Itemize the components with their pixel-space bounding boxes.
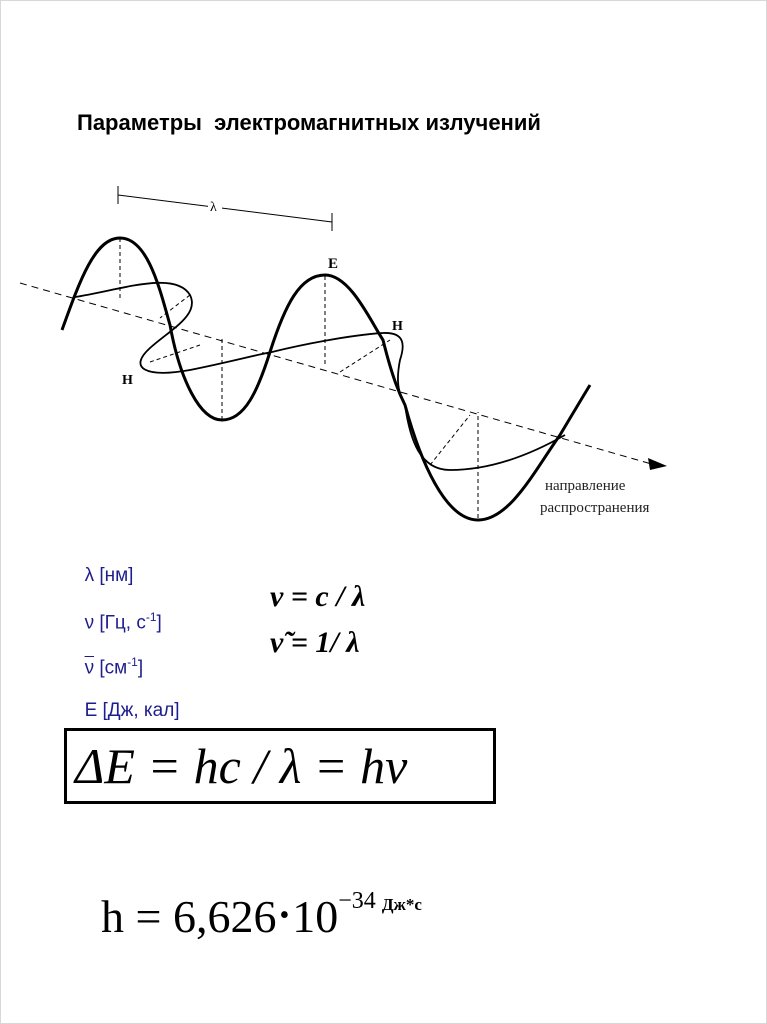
param-sup: -1 [127, 655, 138, 669]
lambda-label: λ [210, 200, 217, 215]
formula-frequency: ν = c / λ [270, 580, 366, 613]
planck-unit: Дж*с [381, 895, 422, 914]
param-energy [74, 678, 180, 722]
formula-wavenumber: ν̃ = 1/ λ [270, 626, 360, 659]
direction-label-line1: направление [545, 478, 626, 494]
param-tail: ] [137, 657, 144, 679]
e-label: E [328, 256, 339, 272]
param-symbol: ν [84, 612, 95, 634]
h-label-left: H [122, 373, 133, 388]
param-symbol: $\overline{\nu}$ [84, 657, 95, 679]
param-wavelength [74, 543, 133, 587]
param-tail: ] [156, 612, 162, 634]
magnetic-field-wave [75, 283, 565, 470]
electric-field-wave [62, 238, 590, 520]
planck-exponent: −34 [338, 888, 376, 914]
planck-constant [78, 835, 422, 943]
planck-lhs: h = 6,626 [101, 891, 277, 942]
energy-formula-box: ΔE = hc / λ = hν [64, 728, 496, 804]
param-text: [Гц, с [94, 612, 146, 634]
direction-label-line2: распространения [540, 500, 650, 516]
planck-base: 10 [292, 891, 339, 942]
h-label-right: H [392, 319, 403, 334]
em-wave-diagram [0, 170, 767, 540]
planck-dot: • [279, 900, 290, 931]
param-text: [нм] [94, 565, 134, 586]
param-text: Е [Дж, кал] [84, 700, 180, 721]
lambda-dimension-line [118, 195, 332, 222]
param-text: [см [94, 657, 128, 679]
param-sup: -1 [145, 610, 157, 624]
param-symbol: λ [84, 565, 95, 586]
param-frequency [74, 588, 162, 634]
axis-arrowhead [648, 458, 667, 470]
page-title: Параметры электромагнитных излучений [77, 110, 541, 135]
param-wavenumber [74, 633, 143, 679]
